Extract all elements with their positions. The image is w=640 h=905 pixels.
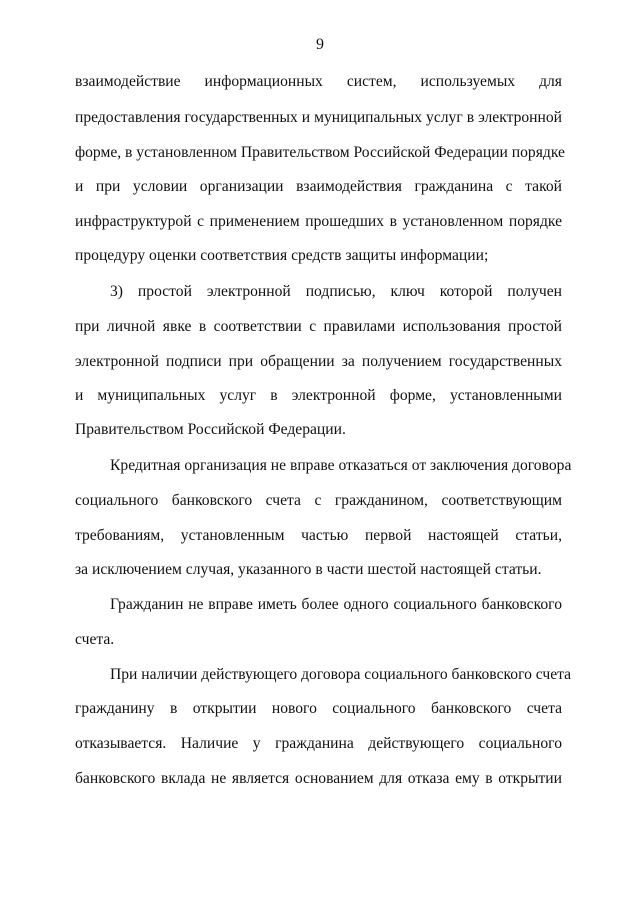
text-line: Гражданин не вправе иметь более одного социального банковского — [110, 596, 562, 613]
text-line: требованиям, установленным частью первой настоящей статьи, — [75, 527, 562, 544]
text-line: Правительством Российской Федерации. — [75, 421, 346, 438]
text-line: инфраструктурой с применением прошедших в установленном порядке — [75, 213, 562, 230]
text-line: взаимодействие информационных систем, используемых для — [75, 73, 562, 90]
text-line: электронной подписи при обращении за получением государственных — [75, 353, 562, 370]
text-line: предоставления государственных и муниципальных услуг в электронной — [75, 109, 562, 126]
text-line: форме, в установленном Правительством Российской Федерации порядке — [75, 144, 565, 161]
text-line: отказывается. Наличие у гражданина действующего социального — [75, 735, 562, 752]
text-line: за исключением случая, указанного в части шестой настоящей статьи. — [75, 561, 542, 578]
text-line: 3) простой электронной подписью, ключ которой получен — [110, 283, 562, 300]
page-number: 9 — [316, 36, 324, 53]
text-line: счета. — [75, 631, 115, 648]
text-line: социального банковского счета с гражданином, соответствующим — [75, 492, 562, 509]
text-line: Кредитная организация не вправе отказаться от заключения договора — [110, 457, 572, 474]
text-line: и муниципальных услуг в электронной форме, установленными — [75, 387, 562, 404]
text-line: При наличии действующего договора социального банковского счета — [110, 666, 572, 683]
text-line: при личной явке в соответствии с правилами использования простой — [75, 318, 562, 335]
text-line: и при условии организации взаимодействия гражданина с такой — [75, 178, 562, 195]
text-line: процедуру оценки соответствия средств защиты информации; — [75, 247, 489, 264]
text-line: банковского вклада не является основанием для отказа ему в открытии — [75, 770, 562, 787]
text-line: гражданину в открытии нового социального банковского счета — [75, 700, 562, 717]
